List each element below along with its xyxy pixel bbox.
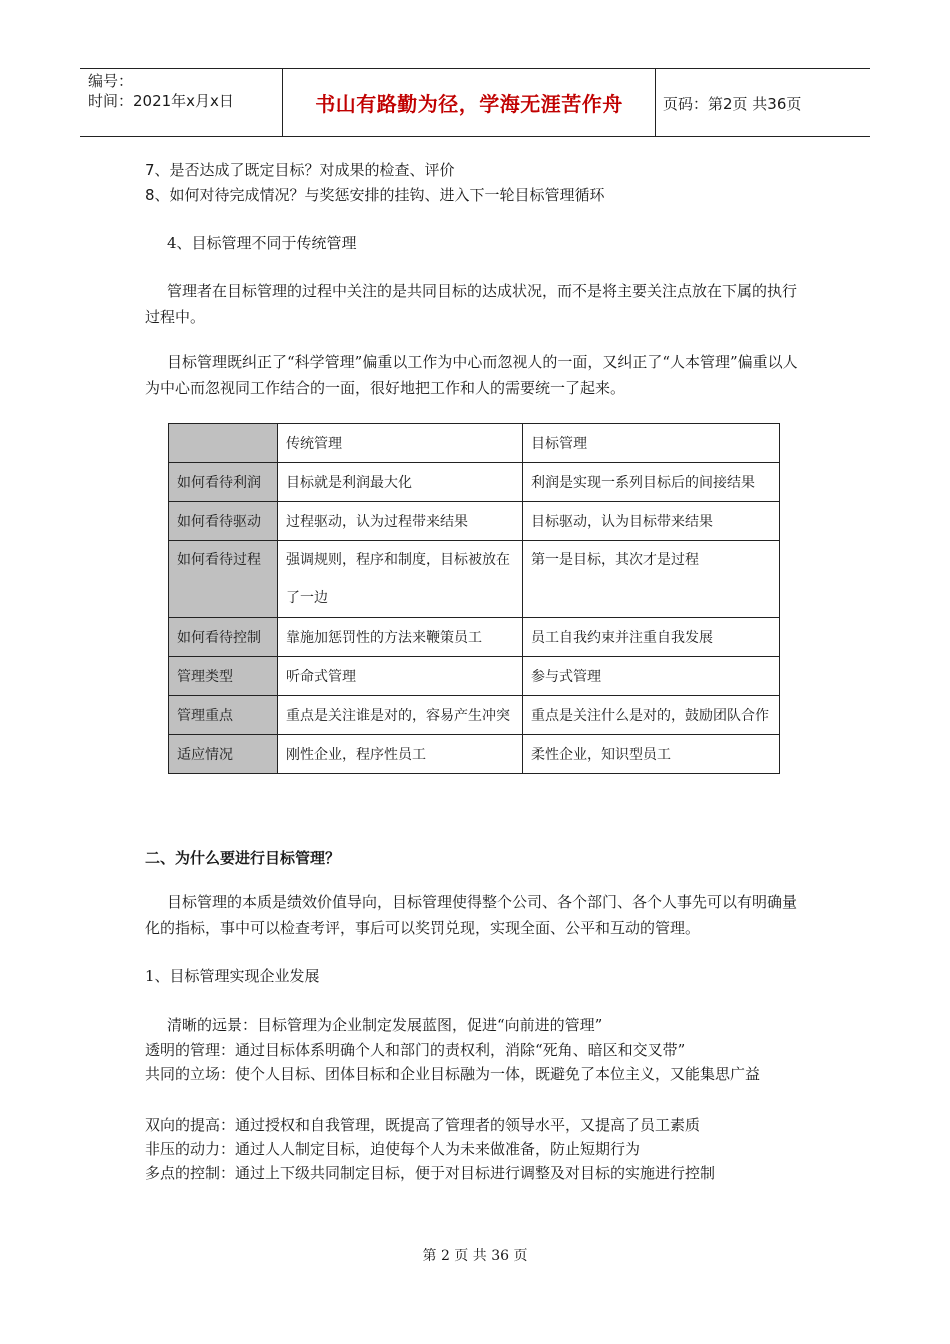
table-row: [169, 735, 780, 774]
section-4-title: 4、目标管理不同于传统管理: [167, 234, 357, 252]
section-4-paragraph-2: 目标管理既纠正了“科学管理”偏重以工作为中心而忽视人的一面，又纠正了“人本管理”偏重以人为中心而忽视同工作结合的一面，很好地把工作和人的需要统一了起来。: [145, 353, 798, 397]
cell-text: 第一是目标，其次才是过程: [531, 552, 699, 568]
row-header-cell: 管理重点: [169, 696, 278, 735]
row-header-cell: 如何看待利润: [169, 463, 278, 502]
table-header-cell: 传统管理: [278, 424, 523, 463]
table-row: [169, 541, 780, 618]
section-2-title: 二、为什么要进行目标管理？: [145, 849, 341, 867]
table-header-cell: 目标管理: [523, 424, 780, 463]
section-2-paragraph: 目标管理的本质是绩效价值导向，目标管理使得整个公司、各个部门、各个人事先可以有明确量化的指标，事中可以检查考评，事后可以奖罚兑现，实现全面、公平和互动的管理。: [145, 893, 798, 937]
table-cell: 利润是实现一系列目标后的间接结果: [523, 463, 780, 502]
table-row: [169, 618, 780, 657]
page-header: [80, 68, 870, 137]
table-cell: 过程驱动，认为过程带来结果: [278, 502, 523, 541]
list-item-8: 8、如何对待完成情况？与奖惩安排的挂钩、进入下一轮目标管理循环: [145, 186, 605, 204]
benefit-item: 清晰的远景：目标管理为企业制定发展蓝图，促进“向前进的管理”: [167, 1016, 603, 1034]
benefit-item: 透明的管理：通过目标体系明确个人和部门的责权利，消除“死角、暗区和交叉带”: [145, 1041, 686, 1059]
table-cell: 参与式管理: [523, 657, 780, 696]
header-motto: 书山有路勤为径，学海无涯苦作舟: [315, 92, 623, 116]
table-row: [169, 696, 780, 735]
table-cell: 员工自我约束并注重自我发展: [523, 618, 780, 657]
table-cell: 听命式管理: [278, 657, 523, 696]
table-cell: [278, 541, 523, 618]
row-header-cell: [169, 541, 278, 618]
benefit-item: 非压的动力：通过人人制定目标，迫使每个人为未来做准备，防止短期行为: [145, 1140, 641, 1158]
benefit-item: 共同的立场：使个人目标、团体目标和企业目标融为一体，既避免了本位主义，又能集思广益: [145, 1065, 761, 1083]
benefit-item: 双向的提高：通过授权和自我管理，既提高了管理者的领导水平，又提高了员工素质: [145, 1116, 701, 1134]
table-cell: 重点是关注什么是对的，鼓励团队合作: [523, 696, 780, 735]
table-cell: 刚性企业，程序性员工: [278, 735, 523, 774]
table-cell: [523, 541, 780, 618]
document-date-label: 时间：2021年x月x日: [88, 92, 234, 110]
document-number-label: 编号：: [88, 72, 134, 90]
list-item-7: 7、是否达成了既定目标？对成果的检查、评价: [145, 161, 455, 179]
page-footer: 第 2 页 共 36 页: [422, 1248, 528, 1264]
header-page-number: 页码：第2页 共36页: [663, 95, 802, 113]
table-row: [169, 502, 780, 541]
benefit-item: 多点的控制：通过上下级共同制定目标，便于对目标进行调整及对目标的实施进行控制: [145, 1164, 716, 1182]
table-header-row: [169, 424, 780, 463]
comparison-table: [168, 423, 780, 774]
row-header-cell: 适应情况: [169, 735, 278, 774]
row-header-cell: 管理类型: [169, 657, 278, 696]
table-row: [169, 463, 780, 502]
table-cell: 目标就是利润最大化: [278, 463, 523, 502]
subsection-1-title: 1、目标管理实现企业发展: [145, 967, 320, 985]
table-cell: 目标驱动，认为目标带来结果: [523, 502, 780, 541]
row-header-cell: 如何看待驱动: [169, 502, 278, 541]
table-cell: 柔性企业，知识型员工: [523, 735, 780, 774]
cell-text: 强调规则，程序和制度，目标被放在了一边: [286, 552, 510, 606]
row-header-cell: 如何看待控制: [169, 618, 278, 657]
header-divider: [655, 69, 656, 136]
row-header-text: 如何看待过程: [177, 552, 261, 568]
table-row: [169, 657, 780, 696]
section-4-paragraph-1: 管理者在目标管理的过程中关注的是共同目标的达成状况，而不是将主要关注点放在下属的执行过程中。: [145, 282, 798, 326]
table-cell: 重点是关注谁是对的，容易产生冲突: [278, 696, 523, 735]
table-cell: 靠施加惩罚性的方法来鞭策员工: [278, 618, 523, 657]
header-meta: [88, 71, 234, 111]
table-header-cell: [169, 424, 278, 463]
